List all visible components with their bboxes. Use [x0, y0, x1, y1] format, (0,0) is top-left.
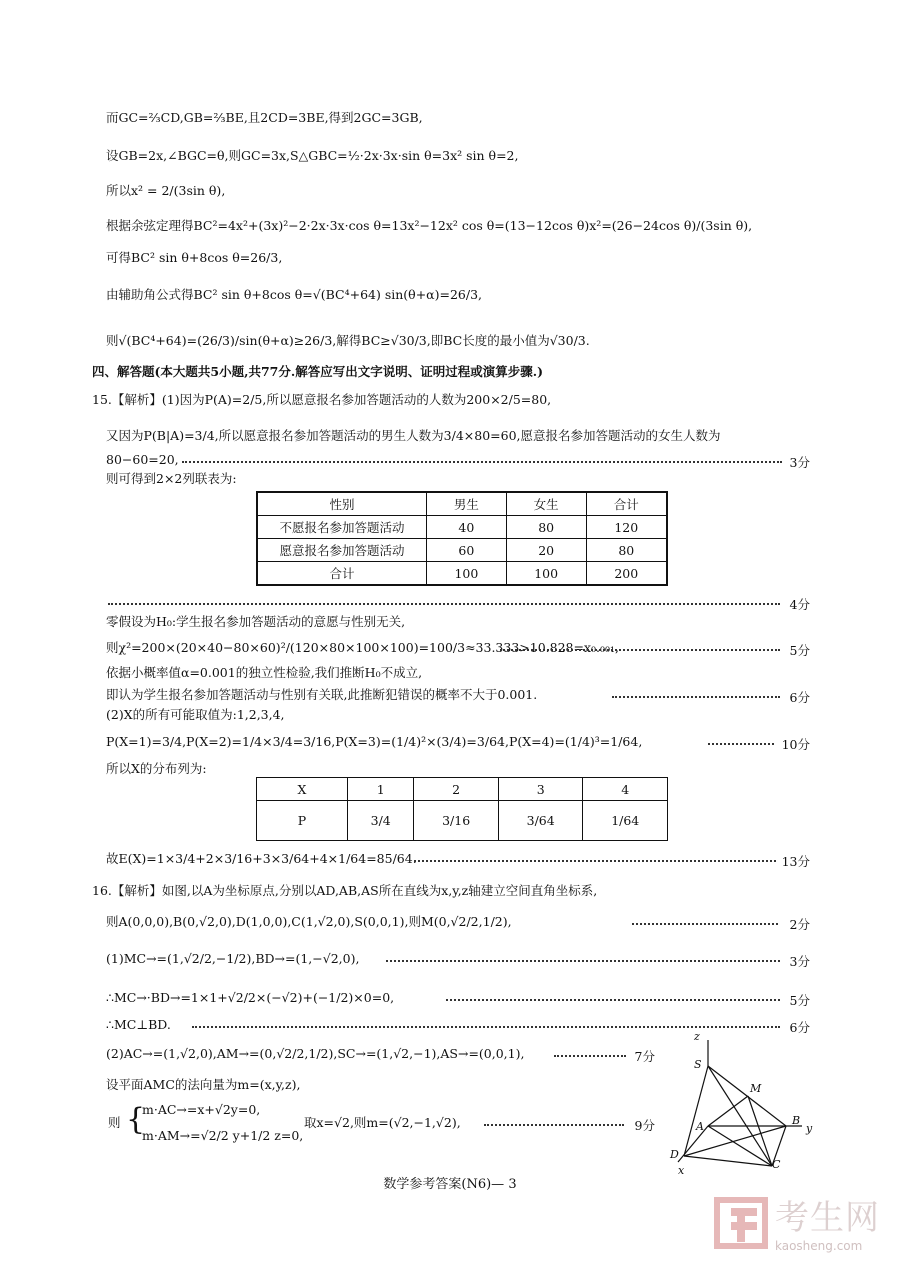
table-cell: 愿意报名参加答题活动 [257, 539, 427, 562]
text-line: 则χ²=200×(20×40−80×60)²/(120×80×100×100)=100/3≈33.333>10.828=x₀.₀₀₁, [106, 640, 620, 655]
watermark-url: kaosheng.com [775, 1239, 863, 1253]
dot-leader [484, 1124, 624, 1126]
system-prefix: 则 [108, 1115, 121, 1130]
text-line: 而GC=⅔CD,GB=⅔BE,且2CD=3BE,得到2GC=3GB, [106, 110, 423, 125]
text-line: 取x=√2,则m=(√2,−1,√2), [304, 1115, 461, 1130]
distribution-table [256, 777, 668, 841]
table-cell: 100 [427, 562, 507, 586]
text-line: 根据余弦定理得BC²=4x²+(3x)²−2·2x·3x·cos θ=13x²−12x² cos θ=(13−12cos θ)x²=(26−24cos θ)/(3sin θ), [106, 218, 753, 233]
score-mark: 6分 [789, 1020, 810, 1035]
text-line: 由辅助角公式得BC² sin θ+8cos θ=√(BC⁴+64) sin(θ+α)=26/3, [106, 287, 483, 302]
text-line: 依据小概率值α=0.001的独立性检验,我们推断H₀不成立, [106, 665, 423, 680]
table-cell: 60 [427, 539, 507, 562]
table-cell: 200 [586, 562, 667, 586]
table-cell: 80 [586, 539, 667, 562]
text-line: (1)MC→=(1,√2/2,−1/2),BD→=(1,−√2,0), [106, 951, 360, 966]
figure-label: A [696, 1120, 704, 1133]
dot-leader [708, 743, 774, 745]
text-line: 80−60=20, [106, 452, 179, 467]
score-mark: 4分 [789, 597, 810, 612]
dot-leader [612, 696, 780, 698]
score-mark: 9分 [634, 1118, 655, 1133]
contingency-table [256, 491, 668, 586]
table-cell: P [257, 801, 348, 841]
figure-label: C [772, 1158, 781, 1171]
table-row [257, 516, 667, 539]
score-mark: 7分 [634, 1049, 655, 1064]
table-cell: 合计 [586, 492, 667, 516]
text-line: 则√(BC⁴+64)=(26/3)/sin(θ+α)≥26/3,解得BC≥√30/3,即BC长度的最小值为√30/3. [106, 333, 590, 348]
problem-15-start: 15.【解析】(1)因为P(A)=2/5,所以愿意报名参加答题活动的人数为200×2/5=80, [92, 392, 552, 407]
figure-label: x [678, 1164, 685, 1177]
table-cell: 1/64 [583, 801, 668, 841]
text-line: 零假设为H₀:学生报名参加答题活动的意愿与性别无关, [106, 614, 406, 629]
dot-leader [108, 603, 780, 605]
table-cell: 3/4 [348, 801, 414, 841]
table-row [257, 539, 667, 562]
text-line: 所以X的分布列为: [106, 761, 207, 776]
table-row [257, 562, 667, 586]
problem-16-start: 16.【解析】如图,以A为坐标原点,分别以AD,AB,AS所在直线为x,y,z轴建立空间直角坐标系, [92, 883, 598, 898]
text-line: 可得BC² sin θ+8cos θ=26/3, [106, 250, 283, 265]
section-heading: 四、解答题(本大题共5小题,共77分.解答应写出文字说明、证明过程或演算步骤.) [92, 364, 543, 379]
table-cell: 4 [583, 778, 668, 801]
table-cell: 男生 [427, 492, 507, 516]
figure-label: z [694, 1030, 700, 1043]
figure-label: D [670, 1148, 679, 1161]
text-line: 故E(X)=1×3/4+2×3/16+3×3/64+4×1/64=85/64. [106, 851, 417, 866]
watermark-text: 考生网 [775, 1198, 880, 1238]
table-cell: 100 [506, 562, 586, 586]
brace: { [126, 1102, 146, 1137]
figure-label: y [806, 1122, 813, 1135]
score-mark: 10分 [781, 737, 810, 752]
dot-leader [414, 860, 776, 862]
edge-SC [708, 1066, 772, 1166]
table-cell: 1 [348, 778, 414, 801]
table-cell: 40 [427, 516, 507, 539]
page-footer: 数学参考答案(N6)— 3 [383, 1177, 517, 1192]
edge-AM [708, 1096, 748, 1126]
text-line: ∴MC⊥BD. [106, 1017, 171, 1032]
table-header-row [257, 492, 667, 516]
table-cell: 3/64 [498, 801, 583, 841]
equation-line: m·AC→=x+√2y=0, [142, 1102, 261, 1117]
table-cell: 120 [586, 516, 667, 539]
equation-line: m·AM→=√2/2 y+1/2 z=0, [142, 1128, 304, 1143]
figure-label: B [792, 1114, 801, 1127]
dot-leader [182, 461, 782, 463]
score-mark: 2分 [789, 917, 810, 932]
kaosheng-logo-icon [713, 1194, 769, 1250]
text-line: 设平面AMC的法向量为m=(x,y,z), [106, 1077, 301, 1092]
dot-leader [632, 923, 778, 925]
figure-label: S [694, 1058, 702, 1071]
table-cell: 20 [506, 539, 586, 562]
table-row [257, 801, 668, 841]
table-cell: 不愿报名参加答题活动 [257, 516, 427, 539]
table-cell: 3/16 [414, 801, 499, 841]
figure-label: M [750, 1082, 762, 1095]
table-cell: 80 [506, 516, 586, 539]
table-row [257, 778, 668, 801]
score-mark: 3分 [789, 954, 810, 969]
pyramid-figure [668, 1028, 828, 1177]
watermark [713, 1190, 880, 1253]
text-line: 即认为学生报名参加答题活动与性别有关联,此推断犯错误的概率不大于0.001. [106, 687, 538, 702]
edge-SD [684, 1066, 708, 1156]
dot-leader [386, 960, 780, 962]
table-cell: 女生 [506, 492, 586, 516]
dot-leader [446, 999, 780, 1001]
text-line: 又因为P(B|A)=3/4,所以愿意报名参加答题活动的男生人数为3/4×80=60,愿意报名参加答题活动的女生人数为 [106, 428, 721, 443]
text-line: P(X=1)=3/4,P(X=2)=1/4×3/4=3/16,P(X=3)=(1/4)²×(3/4)=3/64,P(X=4)=(1/4)³=1/64, [106, 734, 643, 749]
text-line: ∴MC→·BD→=1×1+√2/2×(−√2)+(−1/2)×0=0, [106, 990, 395, 1005]
text-line: 则可得到2×2列联表为: [106, 471, 237, 486]
text-line: (2)X的所有可能取值为:1,2,3,4, [106, 707, 285, 722]
text-line: 所以x² = 2/(3sin θ), [106, 183, 226, 198]
text-line: 设GB=2x,∠BGC=θ,则GC=3x,S△GBC=½·2x·3x·sin θ=3x² sin θ=2, [106, 148, 519, 163]
table-cell: X [257, 778, 348, 801]
table-cell: 3 [498, 778, 583, 801]
score-mark: 13分 [781, 854, 810, 869]
dot-leader [500, 649, 780, 651]
score-mark: 3分 [789, 455, 810, 470]
table-cell: 合计 [257, 562, 427, 586]
dot-leader [554, 1055, 626, 1057]
score-mark: 5分 [789, 993, 810, 1008]
text-line: (2)AC→=(1,√2,0),AM→=(0,√2/2,1/2),SC→=(1,√2,−1),AS→=(0,0,1), [106, 1046, 525, 1061]
score-mark: 5分 [789, 643, 810, 658]
score-mark: 6分 [789, 690, 810, 705]
text-line: 则A(0,0,0),B(0,√2,0),D(1,0,0),C(1,√2,0),S(0,0,1),则M(0,√2/2,1/2), [106, 914, 512, 929]
table-cell: 性别 [257, 492, 427, 516]
table-cell: 2 [414, 778, 499, 801]
